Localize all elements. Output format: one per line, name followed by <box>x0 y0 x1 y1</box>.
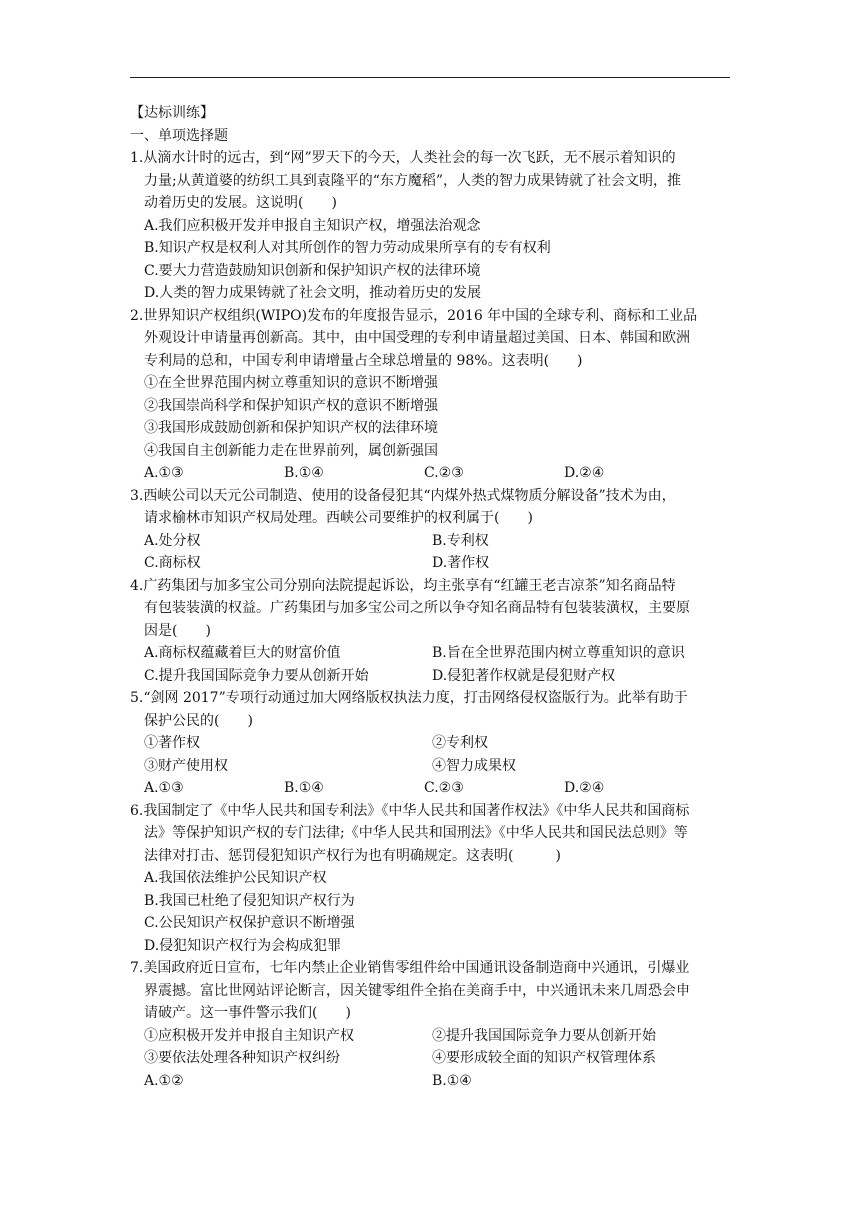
question-stem: 请破产。这一事件警示我们( ) <box>144 1005 351 1021</box>
question-stem: 外观设计申请量再创新高。其中，由中国受理的专利申请量超过美国、日本、韩国和欧洲 <box>144 330 690 346</box>
question-stem: 专利局的总和，中国专利申请增量占全球总增量的 98%。这表明( ) <box>144 352 583 369</box>
options-row <box>130 462 734 485</box>
option-d: D.②④ <box>564 780 605 796</box>
question-stem: 6.我国制定了《中华人民共和国专利法》《中华人民共和国著作权法》《中华人民共和国商标 <box>130 802 690 819</box>
question-stem: 2.世界知识产权组织(WIPO)发布的年度报告显示，2016 年中国的全球专利、商标和工业品 <box>130 307 698 324</box>
question-stem: 请求榆林市知识产权局处理。西峡公司要维护的权利属于( ) <box>144 510 533 526</box>
statement-1: ①著作权 <box>144 735 200 751</box>
option-c: C.商标权 <box>144 555 201 571</box>
statement-3: ③我国形成鼓励创新和保护知识产权的法律环境 <box>144 420 438 436</box>
question-stem: 法》等保护知识产权的专门法律;《中华人民共和国刑法》《中华人民共和国民法总则》等 <box>144 825 688 841</box>
statements-row <box>130 1047 734 1070</box>
option-b: B.我国已杜绝了侵犯知识产权行为 <box>144 892 355 909</box>
option-d: D.著作权 <box>432 555 490 571</box>
options-row <box>130 642 734 665</box>
statements-row <box>130 732 734 755</box>
statement-4: ④智力成果权 <box>432 757 516 774</box>
option-c: C.②③ <box>424 780 464 796</box>
question-stem: 有包装装潢的权益。广药集团与加多宝公司之所以争夺知名商品特有包装装潢权，主要原 <box>144 600 690 616</box>
options-row <box>130 1070 734 1093</box>
question-stem: 1.从滴水计时的远古，到“网”罗天下的今天，人类社会的每一次飞跃，无不展示着知识的 <box>130 150 676 166</box>
option-a: A.商标权蕴藏着巨大的财富价值 <box>144 645 341 661</box>
option-c: C.公民知识产权保护意识不断增强 <box>144 915 355 931</box>
option-d: D.侵犯知识产权行为会构成犯罪 <box>144 937 342 954</box>
question-stem: 7.美国政府近日宣布，七年内禁止企业销售零组件给中国通讯设备制造商中兴通讯，引爆业 <box>130 960 690 976</box>
options-row <box>130 665 734 688</box>
option-b: B.①④ <box>284 465 324 481</box>
question-5 <box>130 687 734 800</box>
statements-row <box>130 755 734 778</box>
question-3 <box>130 485 734 575</box>
options-row <box>130 777 734 800</box>
statement-3: ③要依法处理各种知识产权纠纷 <box>144 1050 340 1066</box>
option-a: A.①② <box>144 1072 184 1089</box>
option-a: A.处分权 <box>144 532 201 549</box>
statement-2: ②提升我国国际竞争力要从创新开始 <box>432 1027 656 1044</box>
option-b: B.专利权 <box>432 532 489 549</box>
statement-4: ④要形成较全面的知识产权管理体系 <box>432 1050 656 1066</box>
statement-2: ②我国崇尚科学和保护知识产权的意识不断增强 <box>144 397 438 414</box>
question-stem: 3.西峡公司以天元公司制造、使用的设备侵犯其“内煤外热式煤物质分解设备”技术为由， <box>130 487 676 504</box>
question-stem: 4.广药集团与加多宝公司分别向法院提起诉讼，均主张享有“红罐王老吉凉茶”知名商品特 <box>130 577 676 594</box>
statement-2: ②专利权 <box>432 735 488 751</box>
option-a: A.我国依法维护公民知识产权 <box>144 870 327 886</box>
section-header: 【达标训练】 <box>130 105 214 121</box>
document-body <box>130 102 734 1092</box>
question-stem: 动着历史的发展。这说明( ) <box>144 195 337 211</box>
question-stem: 保护公民的( ) <box>144 712 253 729</box>
option-d: D.侵犯著作权就是侵犯财产权 <box>432 667 616 684</box>
section-title: 一、单项选择题 <box>130 127 228 144</box>
option-d: D.②④ <box>564 465 605 481</box>
options-row <box>130 552 734 575</box>
option-d: D.人类的智力成果铸就了社会文明，推动着历史的发展 <box>144 285 482 301</box>
statements-row <box>130 1025 734 1048</box>
option-a: A.①③ <box>144 780 184 796</box>
option-b: B.①④ <box>284 780 324 796</box>
question-stem: 界震撼。富比世网站评论断言，因关键零组件全掐在美商手中，中兴通讯未来几周恐会申 <box>144 982 690 999</box>
question-1 <box>130 147 734 305</box>
statement-4: ④我国自主创新能力走在世界前列，属创新强国 <box>144 442 438 459</box>
option-b: B.①④ <box>432 1072 472 1089</box>
option-a: A.我们应积极开发并申报自主知识产权，增强法治观念 <box>144 217 481 234</box>
question-stem: 因是( ) <box>144 622 211 639</box>
option-b: B.旨在全世界范围内树立尊重知识的意识 <box>432 645 685 661</box>
header-rule <box>130 77 730 78</box>
question-stem: 力量;从黄道婆的纺织工具到袁隆平的“东方魔稻”，人类的智力成果铸就了社会文明，推 <box>144 172 682 189</box>
question-7 <box>130 957 734 1092</box>
question-2 <box>130 305 734 485</box>
option-b: B.知识产权是权利人对其所创作的智力劳动成果所享有的专有权利 <box>144 240 551 256</box>
question-6 <box>130 800 734 958</box>
option-c: C.要大力营造鼓励知识创新和保护知识产权的法律环境 <box>144 262 481 279</box>
option-a: A.①③ <box>144 465 184 481</box>
statement-1: ①在全世界范围内树立尊重知识的意识不断增强 <box>144 375 438 391</box>
statement-3: ③财产使用权 <box>144 757 228 774</box>
question-stem: 法律对打击、惩罚侵犯知识产权行为也有明确规定。这表明( ) <box>144 847 561 864</box>
statement-1: ①应积极开发并申报自主知识产权 <box>144 1027 354 1044</box>
options-row <box>130 530 734 553</box>
question-stem: 5.“剑网 2017”专项行动通过加大网络版权执法力度，打击网络侵权盗版行为。此举有助于 <box>130 690 688 706</box>
option-c: C.提升我国国际竞争力要从创新开始 <box>144 667 369 684</box>
question-4 <box>130 575 734 688</box>
option-c: C.②③ <box>424 465 464 481</box>
